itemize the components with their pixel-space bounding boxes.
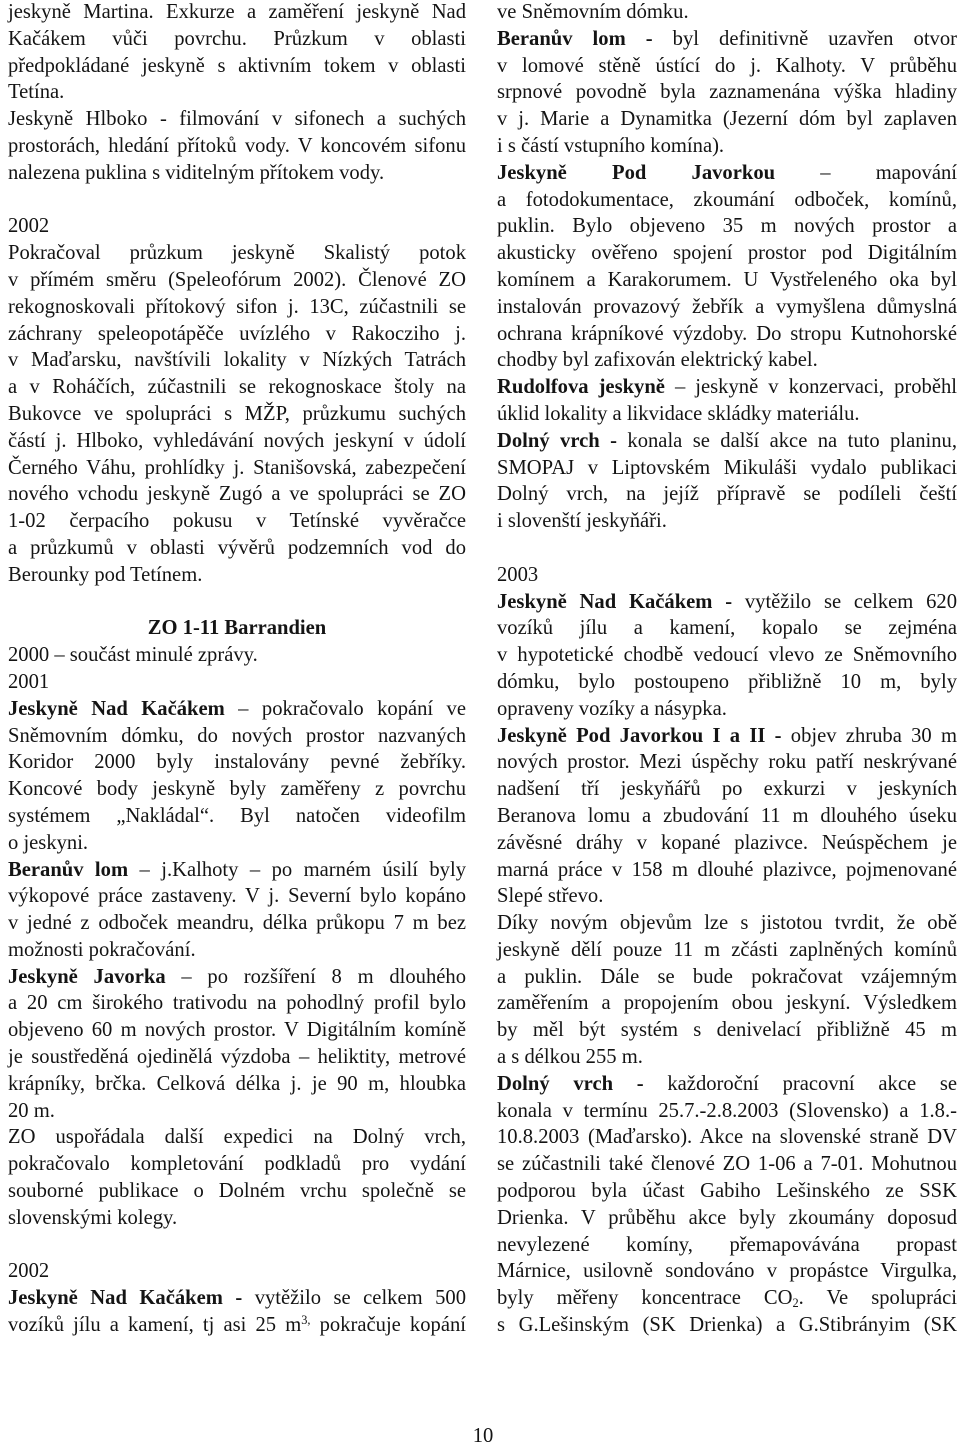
text-line: Bukovce ve spolupráci s MŽP, průzkumu suchých bbox=[8, 402, 466, 425]
text-line bbox=[8, 964, 466, 991]
text-line: Černého Váhu, prohlídky j. Stanišovská, zabezpečení bbox=[8, 456, 466, 479]
text-line: 1-02 čerpacího pokusu v Tetínské vyvěračce bbox=[8, 510, 466, 533]
subscript-text: 2 bbox=[792, 1296, 799, 1311]
text-line: v lomové stěně ústící do j. Kalhoty. V průběhu bbox=[497, 54, 957, 77]
text-line: Díky novým objevům lze s jistotou tvrdit, že obě bbox=[497, 912, 957, 935]
text-line: i slovenští jeskyňáři. bbox=[497, 510, 667, 533]
bold-lead-text: Jeskyně Nad Kačákem bbox=[8, 697, 225, 720]
year-heading bbox=[8, 669, 466, 696]
text-line bbox=[497, 26, 957, 53]
text-line: instalován provazový žebřík a vymyšlena důmyslná bbox=[497, 295, 957, 318]
paragraph bbox=[497, 374, 957, 428]
text-line: puklin. Bylo objeveno 35 m nových prostor a bbox=[497, 215, 957, 238]
text-line: 2001 bbox=[8, 670, 50, 693]
text-line: v j. Marie a Dynamitka (Jezerní dóm byl zaplaven bbox=[497, 108, 957, 131]
text-line: 20 m. bbox=[8, 1099, 55, 1122]
text-line: Sněmovním dómku, do nových prostor nazvaných bbox=[8, 724, 466, 747]
text-line bbox=[497, 428, 957, 455]
text-line: i s částí vstupního komína). bbox=[497, 134, 725, 157]
text-line: vozíků jílu a kamení, kopalo se zejména bbox=[497, 617, 957, 640]
bold-lead-text: Beranův lom - bbox=[497, 27, 653, 50]
text-line: by měl být systém s denivelací přibližně 45 m bbox=[497, 1019, 957, 1042]
text-line: SMOPAJ v Liptovském Mikuláši vydalo publikaci bbox=[497, 456, 957, 479]
text-span: – pokračovalo kopání ve bbox=[224, 697, 466, 720]
text-span: byly měřeny koncentrace CO bbox=[497, 1287, 793, 1310]
paragraph bbox=[8, 1124, 466, 1231]
paragraph bbox=[8, 240, 466, 588]
text-line: krápníky, brčka. Celková délka j. je 90 m, hloubka bbox=[8, 1072, 466, 1095]
text-line: v jedné z odboček meandru, délka průkopu 7 m bez bbox=[8, 912, 466, 935]
text-line: nadšení tří jeskyňářů po exkurzi v jeskyních bbox=[497, 778, 957, 801]
text-line: Koncové body jeskyně byly zaměřeny z povrchu bbox=[8, 778, 466, 801]
paragraph bbox=[497, 910, 957, 1071]
bold-lead-text: Beranův lom bbox=[8, 858, 129, 881]
text-line: v přímém směru (Speleofórum 2002). Členové ZO bbox=[8, 268, 466, 291]
text-line: souborné publikace o Dolném vrchu společně se bbox=[8, 1180, 466, 1203]
text-line bbox=[497, 374, 957, 401]
text-line: výkopové práce zastaveny. V j. Severní bylo kopáno bbox=[8, 885, 466, 908]
text-line: závěsné dráhy v kopané plazivce. Neúspěchem je bbox=[497, 831, 957, 854]
text-line: a 20 cm širokého trativodu na pohodlný profil bylo bbox=[8, 992, 466, 1015]
text-line: ZO uspořádala další expedici na Dolný vrch, bbox=[8, 1126, 466, 1149]
year-heading bbox=[497, 562, 957, 589]
text-line: záchrany speleopotápěče uvízlého v Rakocziho j. bbox=[8, 322, 466, 345]
bold-lead-text: Jeskyně Nad Kačákem - bbox=[497, 590, 733, 613]
text-line bbox=[497, 160, 957, 187]
text-span: – jeskyně v konzervaci, proběhl bbox=[664, 376, 957, 399]
text-line: Berounky pod Tetínem. bbox=[8, 563, 203, 586]
year-heading bbox=[8, 213, 466, 240]
paragraph bbox=[8, 0, 466, 106]
text-line: Drienka. V průběhu akce byly zkoumány doposud bbox=[497, 1206, 957, 1229]
text-line: Pokračoval průzkum jeskyně Skalistý potok bbox=[8, 242, 466, 265]
text-line: slovenskými kolegy. bbox=[8, 1206, 178, 1229]
paragraph bbox=[497, 26, 957, 160]
paragraph bbox=[8, 964, 466, 1125]
section-heading bbox=[8, 615, 466, 642]
bold-lead-text: Jeskyně Javorka bbox=[8, 965, 166, 988]
text-line: nových prostor. Mezi úspěchy roku patří neskrývané bbox=[497, 751, 957, 774]
text-line bbox=[497, 723, 957, 750]
text-span: – po rozšíření 8 m dlouhého bbox=[165, 965, 466, 988]
paragraph bbox=[8, 106, 466, 186]
paragraph bbox=[497, 589, 957, 723]
paragraph bbox=[497, 723, 957, 911]
bold-lead-text: Jeskyně Nad Kačákem - bbox=[8, 1287, 243, 1310]
text-span: konala se další akce na tuto planinu, bbox=[617, 429, 957, 452]
text-section bbox=[8, 0, 466, 187]
text-line: 2002 bbox=[8, 1260, 50, 1283]
text-span: vozíků jílu a kamení, tj asi 25 m bbox=[8, 1314, 302, 1337]
text-line: a v Roháčích, zúčastnili se rekognoskace štoly na bbox=[8, 376, 466, 399]
paragraph bbox=[8, 857, 466, 964]
text-line: nalezena puklina s viditelným přítokem vody. bbox=[8, 161, 385, 184]
text-line: a fotodokumentace, zkoumání odboček, komínů, bbox=[497, 188, 957, 211]
text-line: se zúčastnili také členové ZO 1-06 a 7-01. Mohutnou bbox=[497, 1153, 957, 1176]
text-line: objeveno 60 m nových prostor. V Digitálním komíně bbox=[8, 1019, 466, 1042]
text-line: rekognoskovali přítokový sifon j. 13C, zúčastnili se bbox=[8, 295, 466, 318]
paragraph bbox=[8, 696, 466, 857]
text-line: úklid lokality a likvidace skládky materiálu. bbox=[497, 402, 860, 425]
text-line: a s délkou 255 m. bbox=[497, 1046, 643, 1069]
text-line: 2003 bbox=[497, 563, 539, 586]
text-line: s G.Lešinským (SK Drienka) a G.Stibrányim (SK bbox=[497, 1314, 957, 1337]
paragraph bbox=[8, 642, 466, 669]
text-line: a puklin. Dále se bude pokračovat vzájemným bbox=[497, 965, 957, 988]
text-line: akusticky ověřeno spojení prostor pod Digitálním bbox=[497, 242, 957, 265]
text-line bbox=[497, 1285, 957, 1312]
text-line: zaměřením a propojením obou jeskyní. Výsledkem bbox=[497, 992, 957, 1015]
text-line: Tetína. bbox=[8, 81, 65, 104]
paragraph bbox=[497, 0, 957, 26]
text-line: ve Sněmovním dómku. bbox=[497, 1, 689, 23]
bold-lead-text: Jeskyně Pod Javorkou I a II - bbox=[497, 724, 782, 747]
text-line: o jeskyni. bbox=[8, 831, 89, 854]
text-line: komínem a Karakorumem. U Vystřeleného oka byl bbox=[497, 268, 957, 291]
text-line: Kačákem vůči povrchu. Průzkum v oblasti bbox=[8, 27, 466, 50]
text-line: možnosti pokračování. bbox=[8, 938, 196, 961]
text-span: – mapování bbox=[775, 161, 957, 184]
text-line: konala v termínu 25.7.-2.8.2003 (Slovensko) a 1.8.- bbox=[497, 1099, 957, 1122]
text-span: objev zhruba 30 m bbox=[781, 724, 957, 747]
text-line: nového vchodu jeskyně Zugó a ve spolupráci se ZO bbox=[8, 483, 466, 506]
text-span: – j.Kalhoty – po marném úsilí byly bbox=[128, 858, 466, 881]
text-line bbox=[8, 857, 466, 884]
text-line: Beranova lomu a zbudování 11 m dlouhého úseku bbox=[497, 804, 957, 827]
text-line: Jeskyně Hlboko - filmování v sifonech a suchých bbox=[8, 108, 466, 131]
text-line: 2000 – součást minulé zprávy. bbox=[8, 644, 258, 667]
text-line bbox=[497, 1071, 957, 1098]
year-heading bbox=[8, 1258, 466, 1285]
text-line: ochrana krápníkové výzdoby. Do stropu Kutnohorské bbox=[497, 322, 957, 345]
text-line: podporou byla účast Gabiho Lešinského ze SSK bbox=[497, 1180, 957, 1203]
text-line: opraveny vozíky a násypka. bbox=[497, 697, 727, 720]
text-line: marná práce v 158 m dlouhé plazivce, pojmenované bbox=[497, 858, 957, 881]
right-text-column bbox=[497, 0, 957, 1339]
text-line: 2002 bbox=[8, 215, 50, 238]
text-line: předpokládané jeskyně s aktivním tokem v oblasti bbox=[8, 54, 466, 77]
text-section bbox=[497, 562, 957, 1339]
text-section bbox=[8, 1258, 466, 1338]
text-section bbox=[8, 213, 466, 588]
paragraph bbox=[497, 160, 957, 374]
text-line: Koridor 2000 byly instalovány pevné žebříky. bbox=[8, 751, 466, 774]
text-span: pokračuje kopání bbox=[310, 1314, 466, 1337]
left-text-column bbox=[8, 0, 466, 1339]
text-line bbox=[8, 1285, 466, 1312]
superscript-text: 3, bbox=[301, 1313, 311, 1328]
text-line: jeskyně Martina. Exkurze a zaměření jeskyně Nad bbox=[8, 1, 466, 23]
text-line: 10.8.2003 (Maďarsko). Akce na slovenské straně DV bbox=[497, 1126, 957, 1149]
text-line bbox=[8, 1312, 466, 1339]
text-section bbox=[497, 0, 957, 535]
text-line: systémem „Nakládal“. Byl natočen videofilm bbox=[8, 804, 466, 827]
text-line: je soustředěná ojedinělá výzdoba – heliktity, metrové bbox=[8, 1046, 466, 1069]
text-span: každoroční pracovní akce se bbox=[643, 1072, 957, 1095]
text-line bbox=[8, 696, 466, 723]
text-line: v Maďarsku, navštívili lokality v Nízkých Tatrách bbox=[8, 349, 466, 372]
page-number: 10 bbox=[472, 1425, 494, 1447]
bold-lead-text: Dolný vrch - bbox=[497, 1072, 644, 1095]
text-line: pokračovalo kompletování podkladů pro vydání bbox=[8, 1153, 466, 1176]
text-line: prostorách, hledání přítoků vody. V koncovém sifonu bbox=[8, 134, 466, 157]
text-line: ZO 1-11 Barrandien bbox=[147, 617, 327, 640]
text-line: Márnice, usilovně sondováno v propástce Virgulka, bbox=[497, 1260, 957, 1283]
text-line: chodby byl zafixován elektrický kabel. bbox=[497, 349, 818, 372]
text-line: částí j. Hlboko, vyhledávání nových jeskyní v údolí bbox=[8, 429, 466, 452]
text-line: Slepé střevo. bbox=[497, 885, 604, 908]
text-span: byl definitivně uzavřen otvor bbox=[652, 27, 957, 50]
paragraph bbox=[8, 1285, 466, 1339]
bold-lead-text: Rudolfova jeskyně bbox=[497, 376, 665, 399]
text-line: a průzkumů v oblasti vývěrů podzemních vod do bbox=[8, 536, 466, 559]
bold-lead-text: Jeskyně Pod Javorkou bbox=[497, 161, 776, 184]
text-span: . Ve spolupráci bbox=[798, 1287, 957, 1310]
bold-lead-text: Dolný vrch - bbox=[497, 429, 617, 452]
text-line bbox=[497, 589, 957, 616]
text-span: vytěžilo se celkem 620 bbox=[732, 590, 957, 613]
paragraph bbox=[497, 428, 957, 535]
text-line: dómku, bylo postoupeno přibližně 10 m, byly bbox=[497, 670, 957, 693]
text-span: vytěžilo se celkem 500 bbox=[242, 1287, 466, 1310]
text-line: v hypotetické chodbě vedoucí vlevo ze Sněmovního bbox=[497, 644, 957, 667]
text-line: Dolný vrch, na jejíž přípravě se podíleli čeští bbox=[497, 483, 957, 506]
text-line: jeskyně dělí pouze 11 m zčásti zaplněných komínů bbox=[497, 938, 957, 961]
text-section bbox=[8, 615, 466, 1231]
text-line: nevylezené komíny, přemapovávána propast bbox=[497, 1233, 957, 1256]
text-line: srpnové povodně byla zaznamenána výška hladiny bbox=[497, 81, 957, 104]
paragraph bbox=[497, 1071, 957, 1339]
